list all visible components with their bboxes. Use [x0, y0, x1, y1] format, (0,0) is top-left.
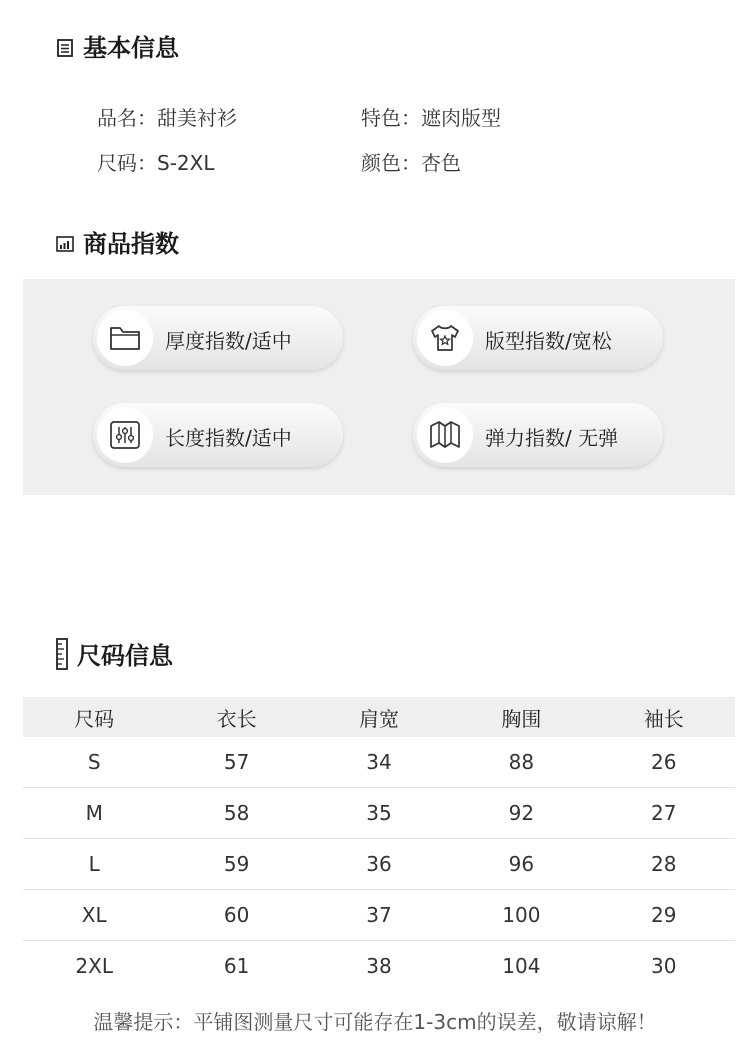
map-fold-icon [417, 407, 473, 463]
tshirt-icon [417, 310, 473, 366]
basic-info-title [55, 28, 179, 63]
header-size: 尺码 [23, 697, 165, 737]
table-cell: 59 [165, 839, 307, 890]
folder-icon [97, 310, 153, 366]
basic-info-title-text: 基本信息 [83, 34, 179, 62]
table-row [23, 890, 735, 941]
product-name: 品名：甜美衬衫 [97, 106, 237, 130]
table-cell: 36 [308, 839, 450, 890]
table-cell: M [23, 788, 165, 839]
table-cell: 92 [450, 788, 592, 839]
header-sleeve: 袖长 [593, 697, 735, 737]
stretch-index-label: 弹力指数/ 无弹 [485, 426, 619, 450]
document-icon [55, 36, 75, 56]
table-cell: XL [23, 890, 165, 941]
length-index-pill [93, 403, 343, 467]
stretch-index-pill [413, 403, 663, 467]
size-info-title [55, 636, 173, 671]
product-index-title [55, 224, 179, 259]
thickness-index-label: 厚度指数/适中 [165, 329, 292, 353]
table-cell: 61 [223, 954, 250, 978]
table-cell: 88 [450, 737, 592, 788]
table-cell: 58 [165, 788, 307, 839]
table-cell: 104 [502, 954, 541, 978]
product-size-range: 尺码：S-2XL [97, 151, 215, 175]
table-row [23, 839, 735, 890]
index-panel [23, 279, 735, 495]
thickness-index-pill [93, 306, 343, 370]
table-cell: 35 [308, 788, 450, 839]
table-cell: S [23, 737, 165, 788]
fit-index-pill [413, 306, 663, 370]
table-cell: 96 [450, 839, 592, 890]
table-cell: 30 [651, 954, 677, 978]
product-color: 颜色：杏色 [361, 151, 461, 175]
table-cell: 27 [593, 788, 735, 839]
table-cell: 38 [366, 954, 392, 978]
size-table-header [23, 697, 735, 737]
table-cell: L [23, 839, 165, 890]
header-length: 衣长 [165, 697, 307, 737]
sliders-icon [97, 407, 153, 463]
table-cell: 28 [593, 839, 735, 890]
product-feature: 特色：遮肉版型 [361, 106, 501, 130]
table-cell: 60 [165, 890, 307, 941]
ruler-icon [55, 638, 69, 670]
bar-chart-icon [55, 232, 75, 252]
header-shoulder: 肩宽 [308, 697, 450, 737]
length-index-label: 长度指数/适中 [165, 426, 292, 450]
size-table [23, 697, 735, 991]
table-cell: 37 [308, 890, 450, 941]
fit-index-label: 版型指数/宽松 [485, 329, 612, 353]
product-index-title-text: 商品指数 [83, 230, 179, 258]
table-cell: 2XL [75, 954, 113, 978]
size-info-title-text: 尺码信息 [77, 642, 173, 670]
table-cell: 29 [593, 890, 735, 941]
table-row [23, 941, 735, 992]
table-cell: 100 [450, 890, 592, 941]
table-cell: 57 [165, 737, 307, 788]
measurement-note: 温馨提示：平铺图测量尺寸可能存在1-3cm的误差，敬请谅解！ [93, 1010, 657, 1034]
table-cell: 34 [308, 737, 450, 788]
table-row [23, 788, 735, 839]
table-cell: 26 [593, 737, 735, 788]
header-bust: 胸围 [450, 697, 592, 737]
table-row [23, 737, 735, 788]
